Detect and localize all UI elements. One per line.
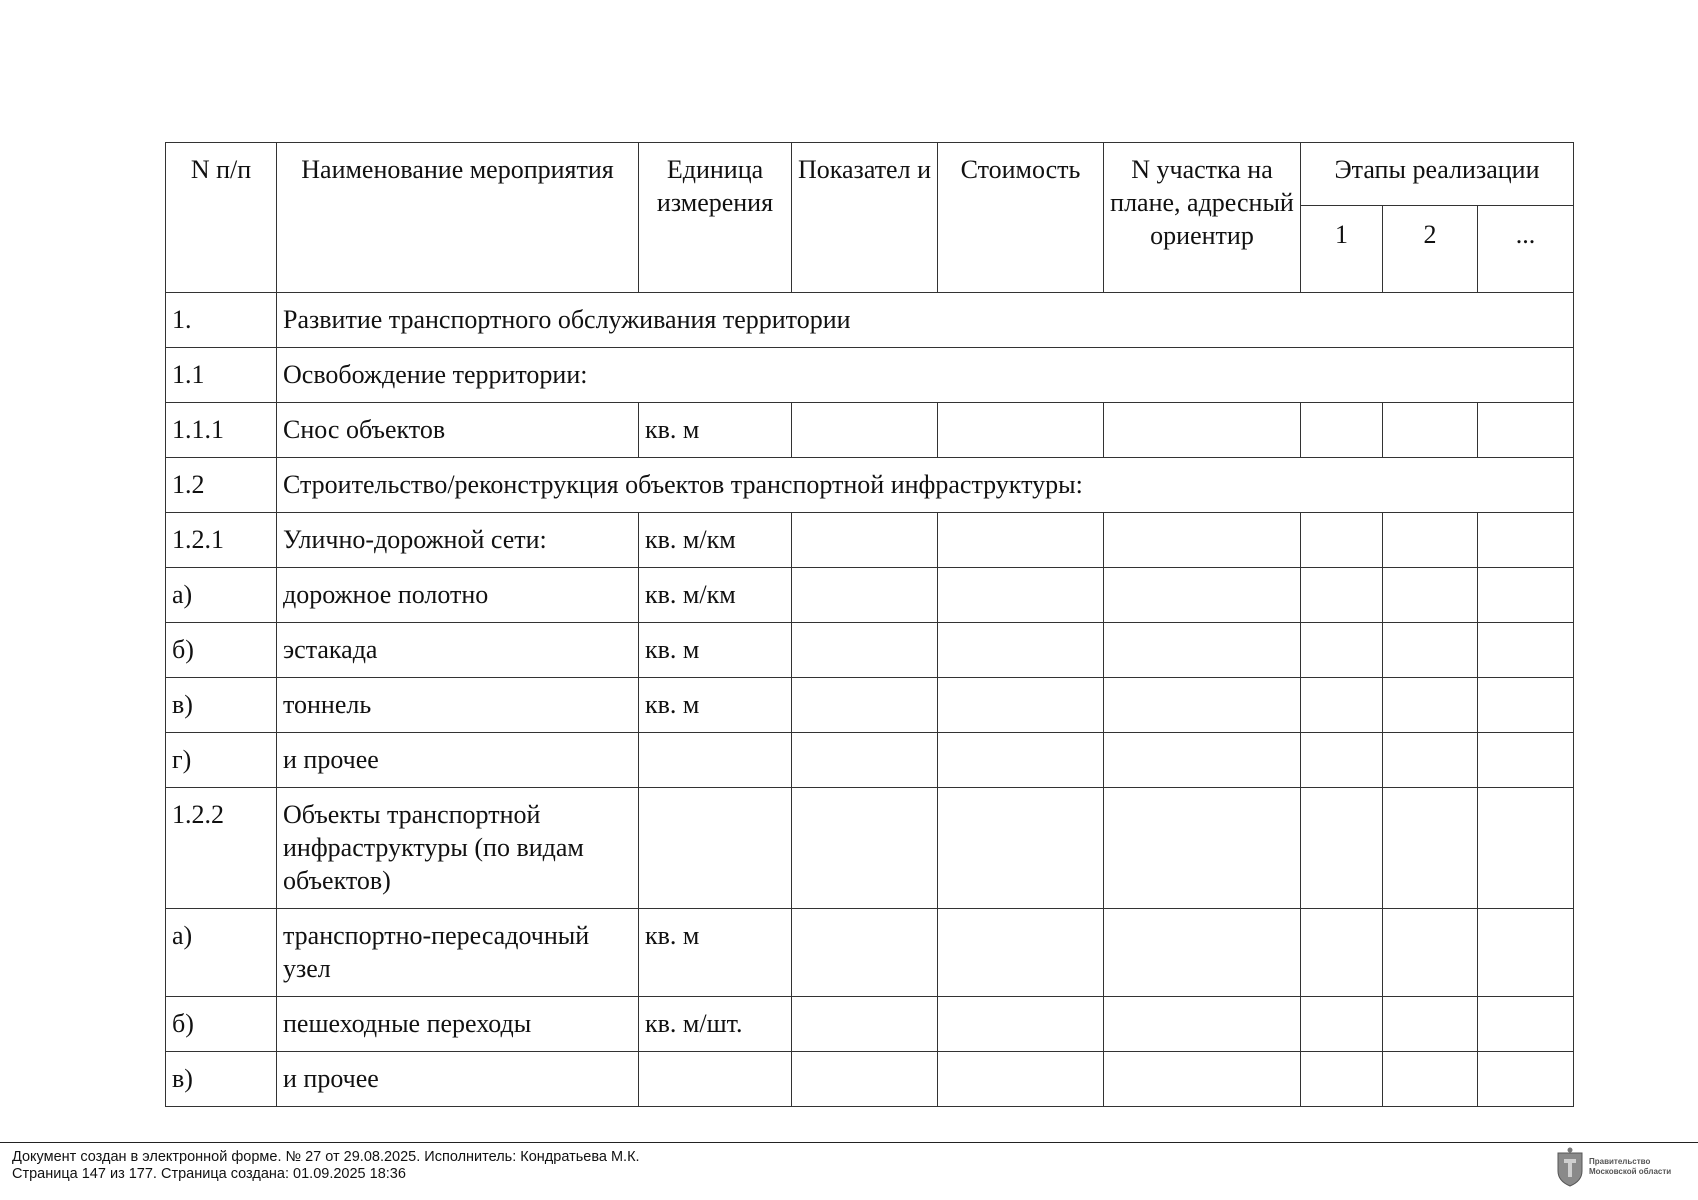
row-plot — [1104, 788, 1301, 909]
measures-table — [165, 142, 1574, 1107]
table-row — [166, 513, 1574, 568]
row-stage-more — [1478, 568, 1574, 623]
row-stage-1 — [1301, 1052, 1383, 1107]
row-stage-2 — [1383, 997, 1478, 1052]
row-name: Развитие транспортного обслуживания территории — [277, 293, 1574, 348]
row-stage-2 — [1383, 513, 1478, 568]
row-stage-1 — [1301, 733, 1383, 788]
row-stage-more — [1478, 513, 1574, 568]
table-row — [166, 997, 1574, 1052]
table-row — [166, 678, 1574, 733]
row-name: тоннель — [277, 678, 639, 733]
row-stage-2 — [1383, 788, 1478, 909]
row-indicators — [792, 568, 938, 623]
seal-caption: Правительство Московской области — [1589, 1157, 1672, 1176]
header-unit: Единица измерения — [639, 143, 792, 293]
row-name: Объекты транспортной инфраструктуры (по видам объектов) — [277, 788, 639, 909]
footer-divider — [0, 1142, 1698, 1143]
row-cost — [938, 733, 1104, 788]
row-num: в) — [166, 678, 277, 733]
table-row — [166, 623, 1574, 678]
row-unit — [639, 1052, 792, 1107]
table-row — [166, 733, 1574, 788]
row-cost — [938, 568, 1104, 623]
table-row — [166, 788, 1574, 909]
row-indicators — [792, 513, 938, 568]
row-stage-more — [1478, 909, 1574, 997]
table-row — [166, 403, 1574, 458]
row-num: б) — [166, 623, 277, 678]
document-footer — [12, 1149, 640, 1183]
row-name: и прочее — [277, 733, 639, 788]
row-unit: кв. м/км — [639, 568, 792, 623]
row-num: в) — [166, 1052, 277, 1107]
row-stage-more — [1478, 733, 1574, 788]
row-cost — [938, 1052, 1104, 1107]
row-stage-more — [1478, 623, 1574, 678]
header-num: N п/п — [166, 143, 277, 293]
row-name: Улично-дорожной сети: — [277, 513, 639, 568]
row-cost — [938, 623, 1104, 678]
row-stage-1 — [1301, 997, 1383, 1052]
row-name: эстакада — [277, 623, 639, 678]
row-plot — [1104, 403, 1301, 458]
row-plot — [1104, 1052, 1301, 1107]
row-stage-more — [1478, 788, 1574, 909]
row-stage-2 — [1383, 733, 1478, 788]
row-unit: кв. м/км — [639, 513, 792, 568]
table-row — [166, 458, 1574, 513]
row-plot — [1104, 513, 1301, 568]
row-num: 1.2.2 — [166, 788, 277, 909]
row-indicators — [792, 623, 938, 678]
row-num: 1.1 — [166, 348, 277, 403]
row-num: а) — [166, 568, 277, 623]
table-row — [166, 1052, 1574, 1107]
row-indicators — [792, 909, 938, 997]
row-name: Строительство/реконструкция объектов транспортной инфраструктуры: — [277, 458, 1574, 513]
row-indicators — [792, 997, 938, 1052]
row-num: 1. — [166, 293, 277, 348]
row-stage-1 — [1301, 403, 1383, 458]
header-indicators: Показател и — [792, 143, 938, 293]
row-stage-more — [1478, 997, 1574, 1052]
row-stage-more — [1478, 678, 1574, 733]
row-plot — [1104, 909, 1301, 997]
row-unit: кв. м/шт. — [639, 997, 792, 1052]
header-name: Наименование мероприятия — [277, 143, 639, 293]
row-plot — [1104, 997, 1301, 1052]
row-stage-1 — [1301, 678, 1383, 733]
row-indicators — [792, 403, 938, 458]
row-stage-1 — [1301, 623, 1383, 678]
row-stage-more — [1478, 1052, 1574, 1107]
row-stage-2 — [1383, 1052, 1478, 1107]
row-stage-2 — [1383, 403, 1478, 458]
table-row — [166, 348, 1574, 403]
government-seal — [1555, 1145, 1695, 1189]
table-row — [166, 293, 1574, 348]
row-indicators — [792, 1052, 938, 1107]
header-stage-2: 2 — [1383, 206, 1478, 293]
row-unit — [639, 788, 792, 909]
row-cost — [938, 513, 1104, 568]
row-unit: кв. м — [639, 909, 792, 997]
row-plot — [1104, 568, 1301, 623]
row-stage-2 — [1383, 623, 1478, 678]
header-cost: Стоимость — [938, 143, 1104, 293]
row-cost — [938, 403, 1104, 458]
row-stage-more — [1478, 403, 1574, 458]
table-row — [166, 568, 1574, 623]
row-name: Освобождение территории: — [277, 348, 1574, 403]
row-unit: кв. м — [639, 403, 792, 458]
row-indicators — [792, 788, 938, 909]
row-num: б) — [166, 997, 277, 1052]
row-unit — [639, 733, 792, 788]
row-stage-2 — [1383, 568, 1478, 623]
row-unit: кв. м — [639, 678, 792, 733]
row-unit: кв. м — [639, 623, 792, 678]
row-cost — [938, 997, 1104, 1052]
row-num: г) — [166, 733, 277, 788]
table-row — [166, 909, 1574, 997]
row-name: транспортно-пересадочный узел — [277, 909, 639, 997]
row-plot — [1104, 623, 1301, 678]
footer-document-info: Документ создан в электронной форме. № 27 от 29.08.2025. Исполнитель: Кондратьева М.К. — [12, 1149, 640, 1165]
row-stage-1 — [1301, 909, 1383, 997]
row-cost — [938, 909, 1104, 997]
row-name: Снос объектов — [277, 403, 639, 458]
row-name: пешеходные переходы — [277, 997, 639, 1052]
row-indicators — [792, 733, 938, 788]
row-cost — [938, 788, 1104, 909]
header-stage-1: 1 — [1301, 206, 1383, 293]
row-stage-1 — [1301, 788, 1383, 909]
coat-of-arms-icon — [1555, 1147, 1585, 1187]
row-num: 1.1.1 — [166, 403, 277, 458]
row-cost — [938, 678, 1104, 733]
row-plot — [1104, 678, 1301, 733]
row-name: дорожное полотно — [277, 568, 639, 623]
row-indicators — [792, 678, 938, 733]
row-num: 1.2 — [166, 458, 277, 513]
header-stage-more: ... — [1478, 206, 1574, 293]
row-stage-1 — [1301, 568, 1383, 623]
row-stage-1 — [1301, 513, 1383, 568]
header-stages: Этапы реализации — [1301, 143, 1574, 206]
row-plot — [1104, 733, 1301, 788]
row-stage-2 — [1383, 678, 1478, 733]
footer-page-info: Страница 147 из 177. Страница создана: 01.09.2025 18:36 — [12, 1166, 406, 1182]
header-plot: N участка на плане, адресный ориентир — [1104, 143, 1301, 293]
row-stage-2 — [1383, 909, 1478, 997]
row-num: а) — [166, 909, 277, 997]
row-num: 1.2.1 — [166, 513, 277, 568]
row-name: и прочее — [277, 1052, 639, 1107]
